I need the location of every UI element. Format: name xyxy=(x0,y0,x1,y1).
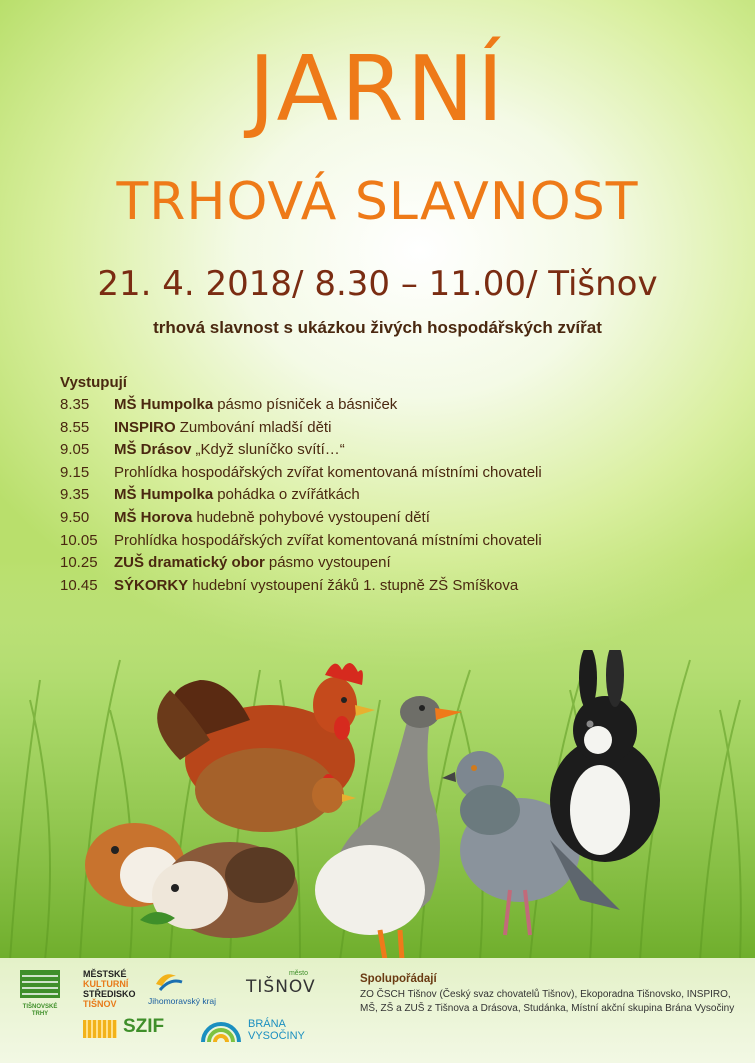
program-time: 9.50 xyxy=(60,508,90,526)
co-organizers xyxy=(360,972,750,1016)
program-item xyxy=(60,484,680,507)
program-performer: MŠ Humpolka xyxy=(114,396,214,413)
program-time: 8.55 xyxy=(60,418,90,436)
program-text: Prohlídka hospodářských zvířat komentovaná místními chovateli xyxy=(114,531,542,549)
program-time: 10.45 xyxy=(60,576,98,594)
program-time: 10.05 xyxy=(60,531,98,549)
farm-animals-illustration xyxy=(80,650,680,970)
program-text: Prohlídka hospodářských zvířat komentovaná místními chovateli xyxy=(114,463,542,481)
tisnovske-trhy-logo xyxy=(18,968,62,1017)
program-performer: SÝKORKY xyxy=(114,576,189,594)
program-text: hudebně pohybové vystoupení dětí xyxy=(196,508,430,526)
program-text: pásmo písniček a básniček xyxy=(217,396,398,413)
program-performer: ZUŠ dramatický obor xyxy=(114,554,265,572)
program-item xyxy=(60,394,680,417)
szif-text: SZIF xyxy=(123,1016,165,1037)
program-performer: INSPIRO xyxy=(114,418,176,436)
title-main: JARNÍ xyxy=(248,37,507,142)
program-time: 10.25 xyxy=(60,554,98,572)
program-item xyxy=(60,575,680,598)
mks-line-2: KULTURNÍ xyxy=(83,979,129,989)
program-time: 8.35 xyxy=(60,396,90,413)
program-text: pásmo vystoupení xyxy=(268,554,391,572)
program-text: hudební vystoupení žáků 1. stupně ZŠ Smíškova xyxy=(192,576,519,594)
rabbit-image xyxy=(550,650,660,862)
mesto-small-text: město xyxy=(288,970,308,977)
program-item xyxy=(60,439,680,462)
co-organizers-heading: Spolupořádají xyxy=(360,973,437,985)
program-item xyxy=(60,552,680,575)
program-time: 9.35 xyxy=(60,486,90,504)
program-time: 9.05 xyxy=(60,441,90,459)
brana-text-1: BRÁNA xyxy=(248,1018,286,1030)
co-organizers-list: ZO ČSCH Tišnov (Český svaz chovatelů Tišnov), Ekoporadna Tišnovsko, INSPIRO, MŠ, ZŠ a ZUŠ z Tišnova a Drásova, Studánka, Místní akční skupina Brána Vysočiny xyxy=(360,989,735,1014)
event-subtitle: trhová slavnost s ukázkou živých hospodářských zvířat xyxy=(153,318,602,337)
program-time: 9.15 xyxy=(60,463,90,481)
mks-line-4: TIŠNOV xyxy=(83,999,117,1009)
program-text: „Když sluníčko svítí…“ xyxy=(195,441,345,459)
program-item xyxy=(60,530,680,553)
rainbow-arch-icon xyxy=(200,1018,242,1044)
program-item xyxy=(60,417,680,440)
szif-logo xyxy=(83,1016,193,1046)
brana-text-2: VYSOČINY xyxy=(248,1030,305,1042)
program-heading: Vystupují xyxy=(60,374,127,391)
program-text: Zumbování mladší děti xyxy=(179,418,332,436)
basket-icon xyxy=(18,968,62,1000)
mks-line-3: STŘEDISKO xyxy=(83,989,136,999)
jihomoravsky-kraj-logo xyxy=(148,970,238,1006)
mesto-tisnov-logo xyxy=(246,970,316,997)
mks-tisnov-logo xyxy=(83,969,145,1009)
brana-vysociny-logo xyxy=(200,1014,320,1054)
jmk-text: Jihomoravský kraj xyxy=(148,996,217,1006)
event-date-time-place: 21. 4. 2018/ 8.30 – 11.00/ Tišnov xyxy=(97,264,658,304)
program-item xyxy=(60,462,680,485)
program-performer: MŠ Drásov xyxy=(114,441,192,459)
program-performer: MŠ Horova xyxy=(114,508,193,526)
szif-stripes-icon xyxy=(83,1020,117,1038)
jmk-wave-icon xyxy=(154,970,184,992)
program-performer: MŠ Humpolka xyxy=(114,486,214,504)
tisnovske-trhy-text: TIŠNOVSKÉ TRHY xyxy=(22,1004,58,1017)
mks-line-1: MĚSTSKÉ xyxy=(83,969,127,979)
program-list xyxy=(60,372,680,597)
mesto-text: TIŠNOV xyxy=(246,977,316,997)
title-secondary: TRHOVÁ SLAVNOST xyxy=(116,172,639,232)
program-text: pohádka o zvířátkách xyxy=(217,486,360,504)
program-item xyxy=(60,507,680,530)
